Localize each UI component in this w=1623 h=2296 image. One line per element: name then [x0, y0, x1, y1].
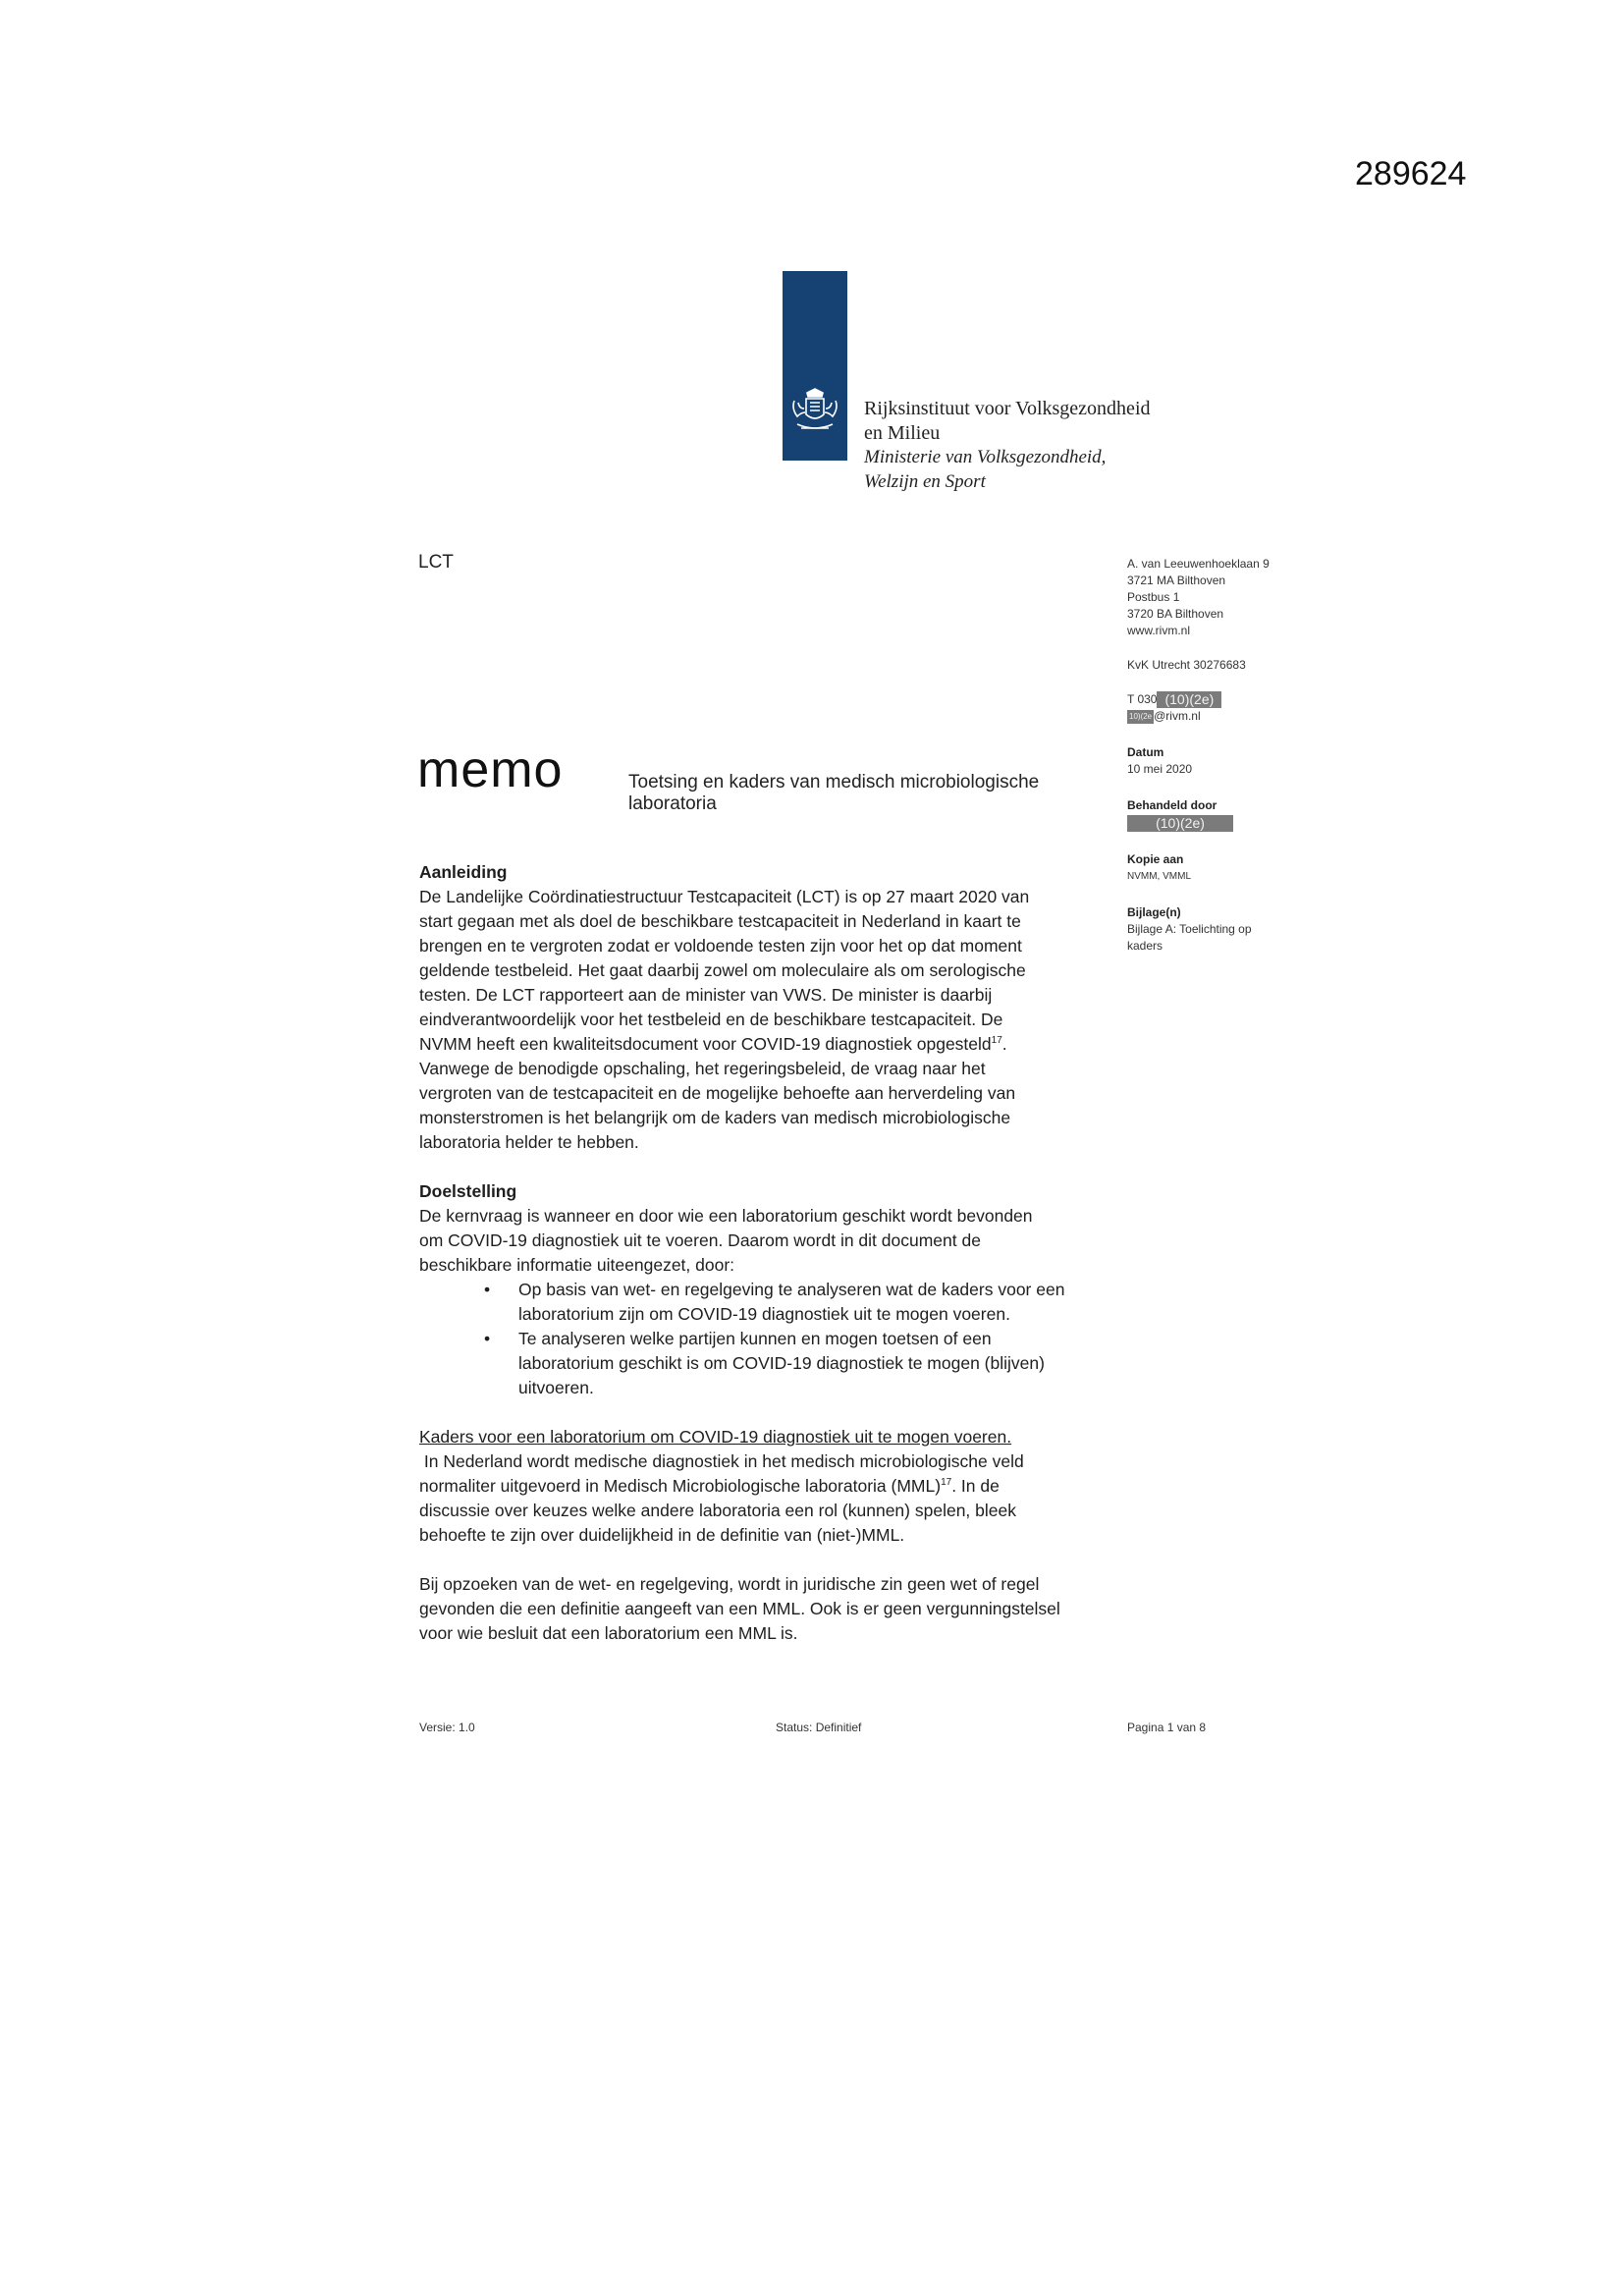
list-item [484, 1278, 1116, 1327]
behandeld-label: Behandeld door [1127, 798, 1217, 813]
phone-redaction: (10)(2e) [1157, 691, 1221, 708]
body-line: eindverantwoordelijk voor het testbeleid en de beschikbare testcapaciteit. De [419, 1010, 1003, 1029]
doelstelling-heading: Doelstelling [419, 1181, 517, 1201]
document-number: 289624 [1355, 155, 1467, 192]
bullet-line: Op basis van wet- en regelgeving te analyseren wat de kaders voor een [518, 1280, 1065, 1299]
kopie-label: Kopie aan [1127, 851, 1184, 866]
org-name-line-2: en Milieu [864, 422, 941, 444]
ministry-name [864, 445, 1106, 494]
behandeld-redaction: (10)(2e) [1127, 815, 1233, 832]
rijksoverheid-logo [783, 271, 847, 461]
kopie-value: NVMM, VMML [1127, 870, 1191, 882]
org-name-line-1: Rijksinstituut voor Volksgezondheid [864, 398, 1151, 419]
datum-label: Datum [1127, 745, 1164, 760]
organization-name [864, 397, 1151, 446]
ministry-line-2: Welzijn en Sport [864, 471, 986, 492]
body-line: De kernvraag is wanneer en door wie een laboratorium geschikt wordt bevonden [419, 1206, 1033, 1226]
footnote-ref[interactable]: 17 [991, 1035, 1002, 1047]
footnote-ref[interactable]: 17 [941, 1477, 952, 1489]
bullet-icon: • [484, 1329, 491, 1348]
bullet-list [419, 1278, 1116, 1400]
body-text: normaliter uitgevoerd in Medisch Microbiologische laboratoria (MML) [419, 1476, 942, 1496]
body-line: testen. De LCT rapporteert aan de minister van VWS. De minister is daarbij [419, 985, 993, 1005]
memo-subject [628, 772, 1119, 815]
ministry-line-1: Ministerie van Volksgezondheid, [864, 447, 1107, 467]
footer-page-number: Pagina 1 van 8 [1127, 1721, 1207, 1734]
kaders-heading: Kaders voor een laboratorium om COVID-19 diagnostiek uit te mogen voeren. [419, 1427, 1012, 1447]
bullet-line: uitvoeren. [518, 1378, 594, 1397]
body-line: Bij opzoeken van de wet- en regelgeving, wordt in juridische zin geen wet of regel [419, 1574, 1040, 1594]
body-line: start gegaan met als doel de beschikbare testcapaciteit in Nederland in kaart te [419, 911, 1021, 931]
address-line: A. van Leeuwenhoeklaan 9 [1127, 557, 1270, 571]
address-line: 3721 MA Bilthoven [1127, 574, 1226, 587]
body-line: monsterstromen is het belangrijk om de kaders van medisch microbiologische [419, 1108, 1011, 1127]
body-line: behoefte te zijn over duidelijkheid in de definitie van (niet-)MML. [419, 1525, 905, 1545]
kvk-number: KvK Utrecht 30276683 [1127, 658, 1246, 672]
body-line [419, 1474, 1116, 1499]
body-line [419, 1032, 1116, 1057]
body-line: brengen en te vergroten zodat er voldoende testen zijn voor het op dat moment [419, 936, 1022, 956]
body-line: In Nederland wordt medische diagnostiek in het medisch microbiologische veld [419, 1451, 1024, 1471]
address-line: Postbus 1 [1127, 590, 1180, 604]
footer-status: Status: Definitief [776, 1721, 862, 1734]
body-line: geldende testbeleid. Het gaat daarbij zowel om moleculaire als om serologische [419, 960, 1026, 980]
body-line: laboratoria helder te hebben. [419, 1132, 639, 1152]
website-link[interactable]: www.rivm.nl [1127, 624, 1191, 637]
footer-version: Versie: 1.0 [419, 1721, 475, 1734]
sidebar-info [1127, 556, 1324, 955]
sender-label: LCT [418, 552, 454, 573]
body-line: discussie over keuzes welke andere laboratoria een rol (kunnen) spelen, bleek [419, 1501, 1016, 1520]
bullet-line: laboratorium geschikt is om COVID-19 diagnostiek te mogen (blijven) [518, 1353, 1045, 1373]
crest-icon [789, 387, 840, 436]
body-line: om COVID-19 diagnostiek uit te voeren. Daarom wordt in dit document de [419, 1230, 981, 1250]
subject-line: laboratoria [628, 793, 717, 814]
body-line: vergroten van de testcapaciteit en de mogelijke behoefte aan herverdeling van [419, 1083, 1016, 1103]
address-line: 3720 BA Bilthoven [1127, 607, 1224, 621]
body-line: Vanwege de benodigde opschaling, het regeringsbeleid, de vraag naar het [419, 1059, 986, 1078]
body-text: . In de [951, 1476, 1000, 1496]
aanleiding-heading: Aanleiding [419, 862, 508, 882]
memo-body [419, 860, 1116, 1646]
body-line: beschikbare informatie uiteengezet, door: [419, 1255, 735, 1275]
email-suffix: @rivm.nl [1154, 709, 1201, 724]
phone-line [1127, 691, 1324, 708]
bullet-icon: • [484, 1280, 491, 1299]
body-line: voor wie besluit dat een laboratorium een MML is. [419, 1623, 798, 1643]
bullet-line: Te analyseren welke partijen kunnen en mogen toetsen of een [518, 1329, 992, 1348]
bijlage-value: Bijlage A: Toelichting op [1127, 921, 1252, 936]
bijlage-value: kaders [1127, 938, 1163, 953]
phone-prefix: T 030 [1127, 692, 1158, 706]
memo-title: memo [417, 741, 564, 798]
bijlage-label: Bijlage(n) [1127, 904, 1181, 919]
subject-line: Toetsing en kaders van medisch microbiologische [628, 772, 1040, 793]
body-line: De Landelijke Coördinatiestructuur Testcapaciteit (LCT) is op 27 maart 2020 van [419, 887, 1030, 906]
body-line: gevonden die een definitie aangeeft van een MML. Ook is er geen vergunningstelsel [419, 1599, 1060, 1618]
bullet-line: laboratorium zijn om COVID-19 diagnostiek uit te mogen voeren. [518, 1304, 1010, 1324]
body-text: . [1001, 1034, 1007, 1054]
email-line [1127, 708, 1324, 725]
body-text: NVMM heeft een kwaliteitsdocument voor COVID-19 diagnostiek opgesteld [419, 1034, 992, 1054]
email-redaction: 10)(2e [1127, 710, 1154, 724]
list-item [484, 1327, 1116, 1400]
datum-value: 10 mei 2020 [1127, 762, 1193, 777]
